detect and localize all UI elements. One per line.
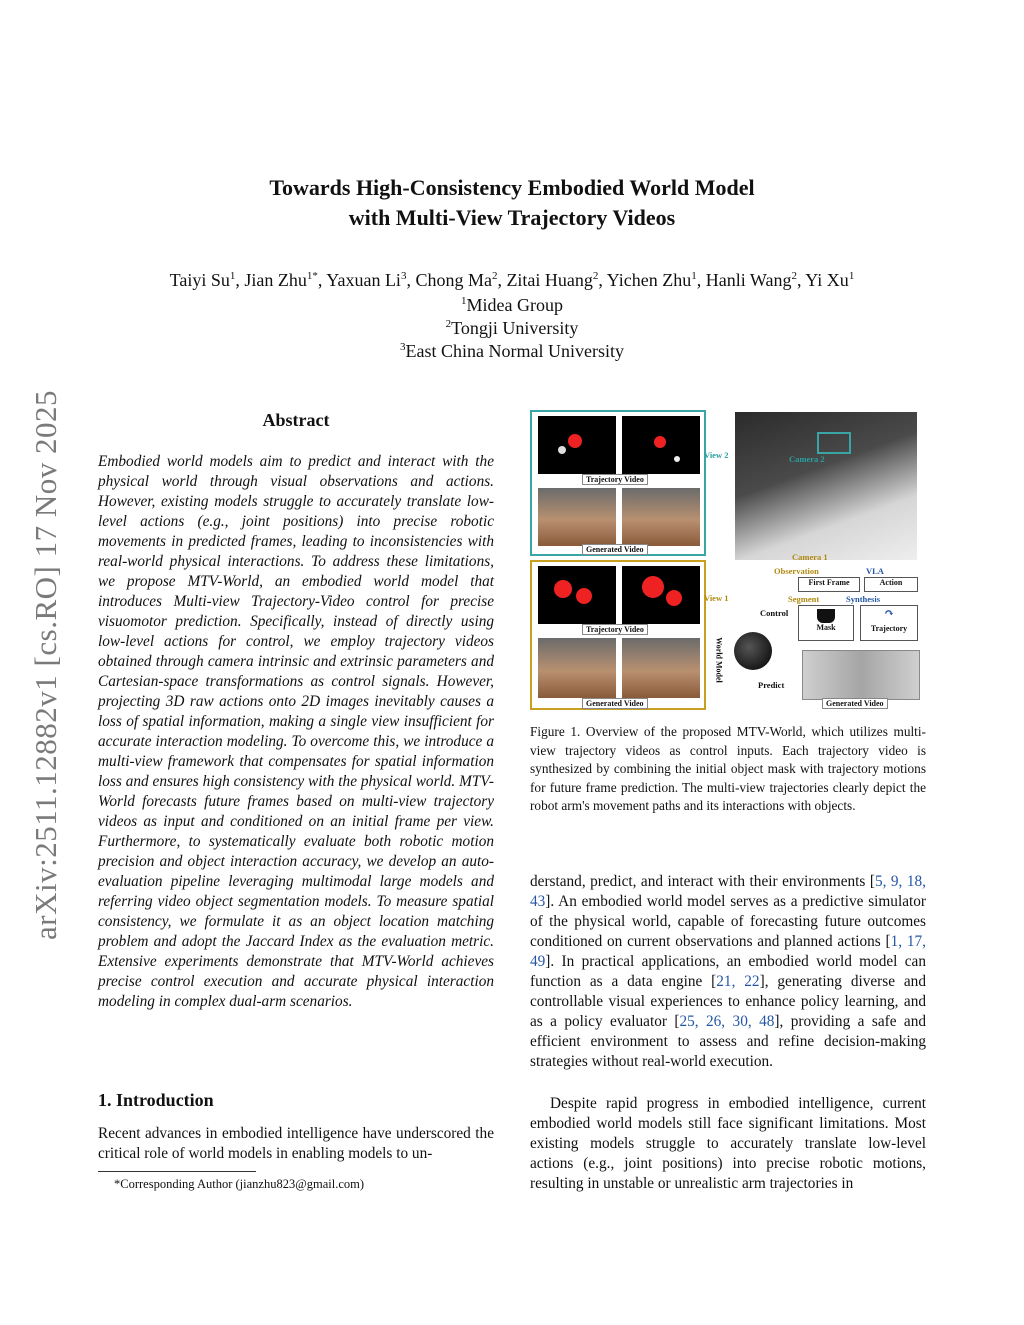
author-name: Chong Ma$^2$ — [415, 270, 498, 290]
author-name: Yaxuan Li$^3$ — [326, 270, 407, 290]
abstract-text: Embodied world models aim to predict and interact with the physical world through visual observations and actions. However, existing models struggle to accurately translate low-level actions (e.g., joint positions) into precise robotic movements in predicted frames, leading to inconsistencies with real-world physical interactions. To address these limitations, we propose MTV-World, an embodied world model that introduces Multi-view Trajectory-Video control for precise visuomotor prediction. Specifically, instead of directly using low-level actions for control, we employ trajectory videos obtained through camera intrinsic and extrinsic parameters and Cartesian-space transformations as control signals. However, projecting 3D raw actions onto 2D images inevitably causes a loss of spatial information, making a single view insufficient for accurate interaction modeling. To overcome this, we introduce a multi-view framework that compensates for spatial information loss and ensures high consistency with the physical world. MTV-World forecasts future frames based on multi-view trajectory videos as input and conditioned on an initial frame per view. Furthermore, to systematically evaluate both robotic motion precision and object interaction accuracy, we develop an auto-evaluation pipeline leveraging multimodal large models and referring video object segmentation models. To measure spatial consistency, we formulate it as an object location matching problem and adopt the Jaccard Index as the evaluation metric. Extensive experiments demonstrate that MTV-World achieves precise control execution and accurate physical interaction modeling in complex dual-arm scenarios. — [98, 453, 494, 1010]
predict-label: Predict — [758, 680, 785, 690]
intro-paragraph-right-1: derstand, predict, and interact with their environments [5, 9, 18, 43]. An embodied world model serves as a predictive simulator of the physical world, capable of forecasting future outcomes conditioned on current observations and planned actions [1, 17, 49]. In practical applications, an embodied world model can function as a data engine [21, 22], generating diverse and controllable visual experiences to enhance policy learning, and as a policy evaluator [25, 26, 30, 48], providing a safe and efficient environment to assess and refine decision-making strategies without real-world execution. — [530, 873, 926, 1070]
trajectory-thumb — [622, 416, 700, 474]
affiliation-3: $^3$East China Normal University — [400, 341, 624, 361]
segment-label: Segment — [788, 594, 820, 604]
trajectory-video-label: Trajectory Video — [582, 474, 648, 485]
robot-photo — [735, 412, 917, 560]
control-label: Control — [760, 608, 789, 618]
footnote-rule — [98, 1171, 256, 1172]
citation-link[interactable]: 5, 9, 18, 43 — [530, 873, 926, 910]
abstract-heading: Abstract — [262, 410, 330, 430]
generated-thumb — [538, 638, 616, 698]
first-frame-box: First Frame — [798, 577, 860, 592]
figure-1 — [530, 410, 926, 710]
camera1-label: Camera 1 — [792, 552, 828, 562]
view2-label: View 2 — [704, 450, 729, 460]
affiliation-1: $^1$Midea Group — [461, 295, 563, 315]
author-name: Jian Zhu$^{1*}$ — [244, 270, 318, 290]
paper-title-line2: with Multi-View Trajectory Videos — [348, 205, 676, 230]
generated-thumb — [538, 488, 616, 546]
citation-link[interactable]: 1, 17, 49 — [530, 933, 926, 970]
view1-label: View 1 — [704, 593, 729, 603]
intro-paragraph-right-2: Despite rapid progress in embodied intelligence, current embodied world models still face significant limitations. Most existing models struggle to accurately translate low-level actions (e.g., joint positions) into precise robotic motions, resulting in unstable or unrealistic arm trajectories in — [530, 1095, 926, 1192]
trajectory-thumb — [538, 416, 616, 474]
view1-panel — [530, 560, 706, 710]
mask-box: Mask — [798, 605, 854, 641]
author-name: Taiyi Su$^1$ — [169, 270, 236, 290]
generated-thumb — [622, 488, 700, 546]
view2-panel — [530, 410, 706, 556]
citation-link[interactable]: 21, 22 — [716, 973, 760, 990]
author-list: Taiyi Su$^1$, Jian Zhu$^{1*}$, Yaxuan Li$^3$, Chong Ma$^2$, Zitai Huang$^2$, Yichen Zhu$^1$, Hanli Wang$^2$, Yi Xu$^1$ — [169, 270, 855, 290]
observation-label: Observation — [774, 566, 819, 576]
trajectory-box: ↷ Trajectory — [860, 605, 918, 641]
arxiv-stamp — [28, 370, 64, 960]
author-name: Zitai Huang$^2$ — [506, 270, 599, 290]
generated-video-label: Generated Video — [582, 698, 648, 709]
author-name: Yichen Zhu$^1$ — [606, 270, 697, 290]
intro-paragraph-left: Recent advances in embodied intelligence have underscored the critical role of world models in enabling models to un- — [98, 1125, 494, 1162]
generated-video-stack — [802, 650, 920, 700]
footnote: *Corresponding Author (jianzhu823@gmail.com) — [114, 1177, 365, 1191]
figure-caption: Figure 1. Overview of the proposed MTV-World, which utilizes multi-view trajectory videos as control inputs. Each trajectory video is synthesized by combining the initial object mask with trajectory motions for future frame prediction. The multi-view trajectories clearly depict the robot arm's movement paths and its interactions with objects. — [530, 724, 926, 813]
generated-video-label: Generated Video — [582, 544, 648, 555]
world-model-label-wrap: World Model — [714, 637, 724, 683]
author-name: Yi Xu$^1$ — [805, 270, 855, 290]
camera2-box — [817, 432, 851, 454]
globe-icon — [734, 632, 772, 670]
generated-video-label: Generated Video — [822, 698, 888, 709]
author-name: Hanli Wang$^2$ — [705, 270, 797, 290]
vla-label: VLA — [866, 566, 884, 576]
paper-title-line1: Towards High-Consistency Embodied World Model — [269, 175, 755, 200]
trajectory-thumb — [538, 566, 616, 624]
citation-link[interactable]: 25, 26, 30, 48 — [679, 1013, 775, 1030]
trajectory-video-label: Trajectory Video — [582, 624, 648, 635]
synthesis-label: Synthesis — [846, 594, 881, 604]
trajectory-thumb — [622, 566, 700, 624]
arxiv-id-text: arXiv:2511.12882v1 [cs.RO] 17 Nov 2025 — [28, 390, 63, 940]
affiliation-2: $^2$Tongji University — [445, 318, 579, 338]
generated-thumb — [622, 638, 700, 698]
camera2-label: Camera 2 — [789, 454, 825, 464]
intro-heading: 1. Introduction — [98, 1090, 214, 1110]
action-box: Action — [864, 577, 918, 592]
